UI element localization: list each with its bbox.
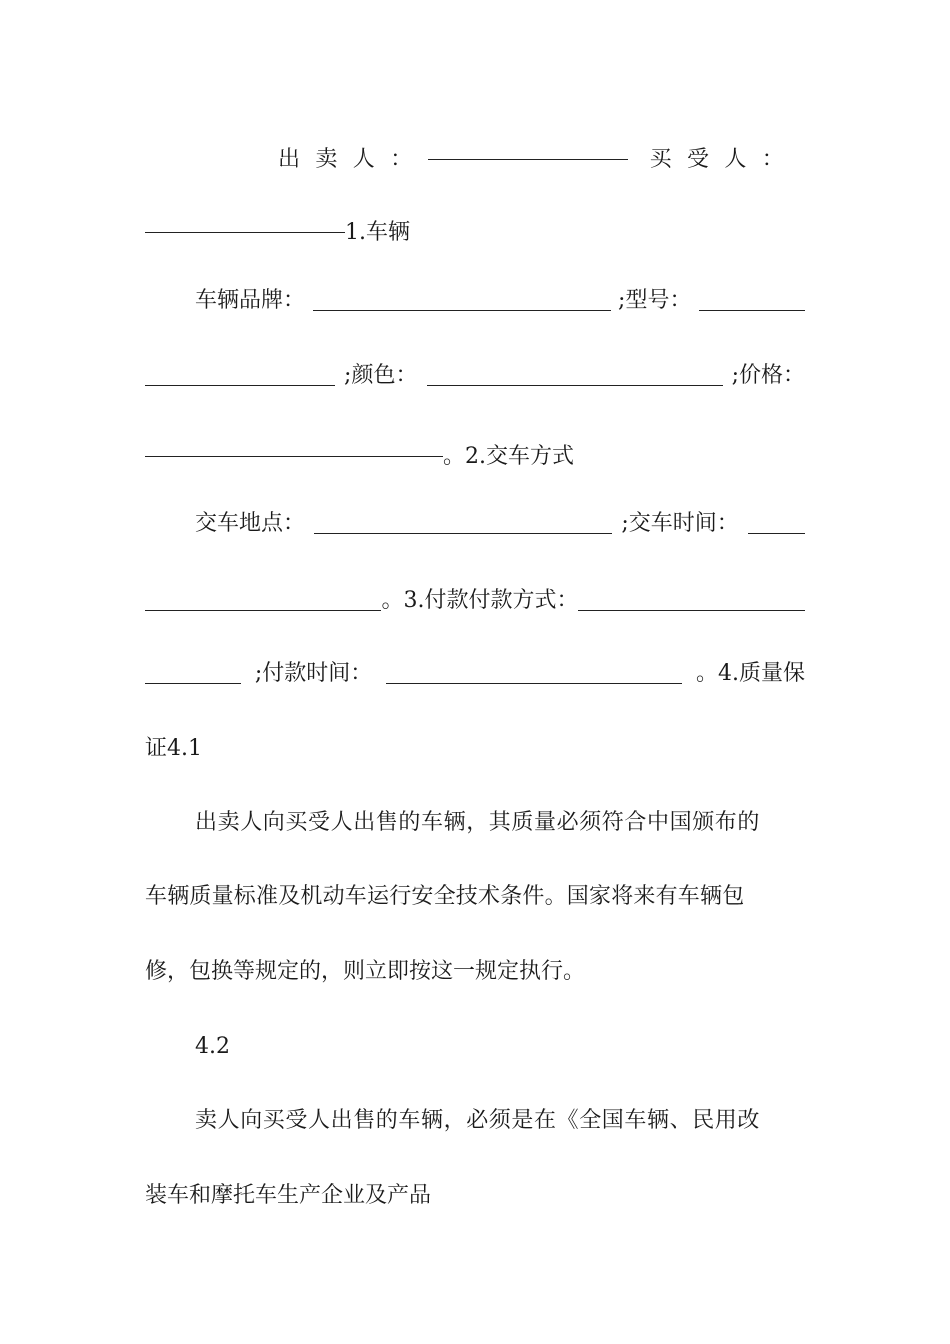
section-4-2-title: 4.2	[195, 1034, 230, 1059]
buyer-label: 买受人：	[649, 147, 800, 172]
section-4-1-title: 证4.1	[145, 736, 202, 761]
section-3-title: 。3.付款付款方式：	[381, 588, 579, 613]
payment-time-blank[interactable]	[386, 661, 682, 684]
brand-line	[195, 285, 805, 317]
section-4-1-line	[145, 733, 805, 765]
color-price-line	[145, 360, 805, 392]
delivery-time-blank-end[interactable]	[145, 588, 381, 611]
delivery-line	[195, 508, 805, 540]
brand-label: 车辆品牌：	[195, 288, 306, 313]
color-blank[interactable]	[427, 363, 723, 386]
paragraph-4-2-line-1: 卖人向买受人出售的车辆，必须是在《全国车辆、民用改	[195, 1108, 761, 1133]
paragraph-4-1-line-1: 出卖人向买受人出售的车辆，其质量必须符合中国颁布的	[195, 810, 761, 835]
payment-time-label: ;付款时间：	[254, 661, 373, 686]
model-label: ;型号：	[618, 288, 692, 313]
delivery-time-blank-start[interactable]	[748, 511, 805, 534]
seller-label: 出卖人：	[278, 147, 428, 172]
brand-blank[interactable]	[313, 288, 611, 311]
model-blank-end[interactable]	[145, 363, 335, 386]
payment-method-blank-start[interactable]	[578, 588, 805, 611]
section-2-title: 。2.交车方式	[443, 444, 574, 469]
price-blank[interactable]	[145, 434, 443, 457]
price-line	[145, 434, 805, 469]
buyer-blank[interactable]	[145, 210, 345, 233]
paragraph-4-1-line-3: 修，包换等规定的，则立即按这一规定执行。	[145, 959, 586, 984]
party-line	[278, 137, 805, 172]
paragraph-4-1-line-2: 车辆质量标准及机动车运行安全技术条件。国家将来有车辆包	[145, 884, 745, 909]
delivery-place-blank[interactable]	[314, 511, 612, 534]
model-blank-start[interactable]	[699, 288, 805, 311]
payment-method-blank-end[interactable]	[145, 661, 241, 684]
delivery-place-label: 交车地点：	[195, 511, 306, 536]
payment-method-line	[145, 585, 805, 617]
price-label: ;价格：	[731, 363, 805, 388]
delivery-time-label: ;交车时间：	[621, 511, 739, 536]
section-1-title: 1.车辆	[345, 220, 410, 245]
paragraph-4-2-line-2: 装车和摩托车生产企业及产品	[145, 1183, 432, 1208]
color-label: ;颜色：	[344, 363, 418, 388]
payment-time-line	[145, 658, 805, 690]
section-4-title: 。4.质量保	[696, 661, 805, 686]
seller-blank[interactable]	[428, 137, 628, 160]
buyer-line	[145, 210, 805, 245]
